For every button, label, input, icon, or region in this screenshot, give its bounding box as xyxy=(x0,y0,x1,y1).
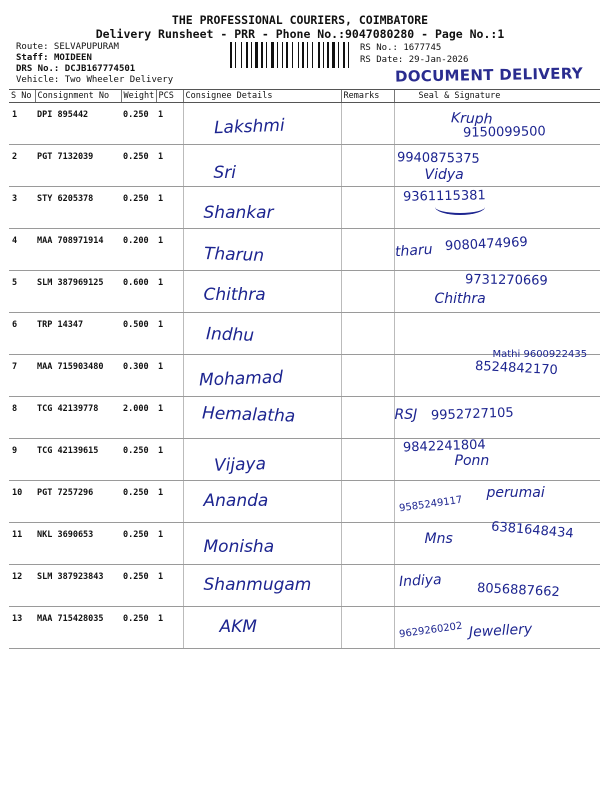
consignee-name-handwritten: Tharun xyxy=(203,243,264,267)
consignee-details-cell xyxy=(183,439,341,481)
pieces-count: 1 xyxy=(156,439,183,481)
consignee-details-cell xyxy=(183,523,341,565)
signature-phone: 9361115381 xyxy=(402,188,486,205)
staff-name: MOIDEEN xyxy=(53,53,92,63)
remarks-cell xyxy=(341,103,394,145)
serial-number: 3 xyxy=(9,187,35,229)
signature-phone: 9731270669 xyxy=(464,272,548,289)
consignee-details-cell xyxy=(183,103,341,145)
consignment-number: MAA 708971914 xyxy=(35,229,121,271)
pieces-count: 1 xyxy=(156,355,183,397)
signature-cell xyxy=(394,271,600,313)
signature-phone: 9150099500 xyxy=(462,124,546,141)
table-row xyxy=(9,523,600,565)
pieces-count: 1 xyxy=(156,481,183,523)
drs-number: DCJB167774501 xyxy=(64,64,136,74)
drs-line xyxy=(16,64,173,75)
remarks-cell xyxy=(341,607,394,649)
consignee-name-handwritten: AKM xyxy=(219,617,257,637)
consignee-details-cell xyxy=(183,145,341,187)
remarks-cell xyxy=(341,355,394,397)
weight-value: 0.500 xyxy=(121,313,156,355)
consignee-details-cell xyxy=(183,271,341,313)
runsheet-meta-right xyxy=(360,42,468,66)
serial-number: 8 xyxy=(9,397,35,439)
weight-value: 0.200 xyxy=(121,229,156,271)
serial-number: 7 xyxy=(9,355,35,397)
pieces-count: 1 xyxy=(156,271,183,313)
route-line: Route: SELVAPUPURAM xyxy=(16,42,119,52)
remarks-cell xyxy=(341,187,394,229)
signature-name: Ponn xyxy=(454,453,490,469)
signature-phone: 9952727105 xyxy=(430,405,514,424)
col-consignment: Consignment No xyxy=(35,90,121,103)
remarks-cell xyxy=(341,229,394,271)
staff-label: Staff: xyxy=(16,53,49,63)
document-delivery-stamp: DOCUMENT DELIVERY xyxy=(394,64,584,86)
table-row xyxy=(9,397,600,439)
signature-phone: 8056887662 xyxy=(476,580,560,601)
pieces-count: 1 xyxy=(156,145,183,187)
signature-scribble xyxy=(435,199,485,215)
consignment-number: SLM 387923843 xyxy=(35,565,121,607)
runsheet-meta-left xyxy=(16,42,173,86)
consignment-number: TCG 42139778 xyxy=(35,397,121,439)
consignee-name-handwritten: Lakshmi xyxy=(213,115,285,139)
consignment-number: TRP 14347 xyxy=(35,313,121,355)
vehicle-line: Vehicle: Two Wheeler Delivery xyxy=(16,75,174,85)
consignee-name-handwritten: Sri xyxy=(213,163,237,183)
signature-phone: 9842241804 xyxy=(402,437,486,456)
consignee-details-cell xyxy=(183,229,341,271)
signature-phone: 9080474969 xyxy=(444,234,528,255)
consignment-number: SLM 387969125 xyxy=(35,271,121,313)
remarks-cell xyxy=(341,565,394,607)
consignment-number: STY 6205378 xyxy=(35,187,121,229)
cut-off-header-text xyxy=(90,0,510,5)
delivery-table xyxy=(9,89,600,649)
consignee-details-cell xyxy=(183,187,341,229)
consignee-name-handwritten: Indhu xyxy=(205,324,254,346)
signature-phone: 9629260202 xyxy=(398,620,463,641)
runsheet-title: Delivery Runsheet - PRR - Phone No.:9047080280 - Page No.:1 xyxy=(95,27,505,41)
col-consignee: Consignee Details xyxy=(183,90,341,103)
rs-number: RS No.: 1677745 xyxy=(360,43,442,53)
weight-value: 0.600 xyxy=(121,271,156,313)
signature-cell xyxy=(394,519,600,565)
serial-number: 10 xyxy=(9,481,35,523)
weight-value: 0.250 xyxy=(121,187,156,229)
signature-name: RSJ xyxy=(394,407,418,423)
consignment-number: MAA 715428035 xyxy=(35,607,121,649)
signature-phone: 9940875375 xyxy=(396,150,480,167)
table-row xyxy=(9,271,600,313)
pieces-count: 1 xyxy=(156,103,183,145)
serial-number: 5 xyxy=(9,271,35,313)
consignment-number: TCG 42139615 xyxy=(35,439,121,481)
consignment-number: PGT 7257296 xyxy=(35,481,121,523)
consignee-details-cell xyxy=(183,397,341,439)
signature-name: Mathi 9600922435 xyxy=(492,349,588,360)
pieces-count: 1 xyxy=(156,229,183,271)
serial-number: 12 xyxy=(9,565,35,607)
remarks-cell xyxy=(341,481,394,523)
remarks-cell xyxy=(341,523,394,565)
signature-cell xyxy=(394,481,600,523)
pieces-count: 1 xyxy=(156,607,183,649)
signature-name: Jewellery xyxy=(468,621,533,641)
remarks-cell xyxy=(341,397,394,439)
rs-date: RS Date: 29-Jan-2026 xyxy=(360,55,469,65)
signature-cell xyxy=(394,397,600,439)
consignee-name-handwritten: Ananda xyxy=(203,491,269,511)
consignment-number: NKL 3690653 xyxy=(35,523,121,565)
consignee-name-handwritten: Vijaya xyxy=(213,454,266,476)
staff-line xyxy=(16,53,173,64)
consignee-details-cell xyxy=(183,565,341,607)
pieces-count: 1 xyxy=(156,397,183,439)
signature-cell xyxy=(394,103,600,145)
signature-cell xyxy=(394,607,600,649)
remarks-cell xyxy=(341,145,394,187)
consignment-number: MAA 715903480 xyxy=(35,355,121,397)
signature-name: Kruph xyxy=(450,110,493,128)
table-row xyxy=(9,565,600,607)
signature-cell xyxy=(394,565,600,607)
consignment-number: PGT 7132039 xyxy=(35,145,121,187)
remarks-cell xyxy=(341,271,394,313)
serial-number: 9 xyxy=(9,439,35,481)
drs-label: DRS No.: xyxy=(16,64,60,74)
table-row xyxy=(9,439,600,481)
signature-name: Mns xyxy=(424,531,453,547)
serial-number: 1 xyxy=(9,103,35,145)
table-row xyxy=(9,145,600,187)
signature-cell xyxy=(394,187,600,229)
pieces-count: 1 xyxy=(156,565,183,607)
pieces-count: 1 xyxy=(156,187,183,229)
col-sno: S No xyxy=(9,90,35,103)
signature-name: Chithra xyxy=(434,291,486,307)
col-signature: Seal & Signature xyxy=(394,90,600,103)
serial-number: 13 xyxy=(9,607,35,649)
signature-cell xyxy=(394,145,600,187)
consignee-name-handwritten: Shankar xyxy=(203,203,274,223)
remarks-cell xyxy=(341,313,394,355)
signature-cell xyxy=(394,229,600,271)
signature-name: perumai xyxy=(486,485,545,501)
consignee-details-cell xyxy=(183,313,341,355)
consignment-number: DPI 895442 xyxy=(35,103,121,145)
pieces-count: 1 xyxy=(156,523,183,565)
weight-value: 0.250 xyxy=(121,607,156,649)
pieces-count: 1 xyxy=(156,313,183,355)
consignee-name-handwritten: Shanmugam xyxy=(203,575,312,595)
signature-phone: 8524842170 xyxy=(474,358,558,379)
table-row xyxy=(9,187,600,229)
signature-name: Vidya xyxy=(424,167,464,183)
signature-cell xyxy=(394,349,600,397)
signature-name: tharu xyxy=(393,241,433,261)
table-row xyxy=(9,607,600,649)
consignee-name-handwritten: Mohamad xyxy=(198,367,283,391)
table-row xyxy=(9,229,600,271)
table-row xyxy=(9,355,600,397)
weight-value: 0.250 xyxy=(121,523,156,565)
consignee-details-cell xyxy=(183,355,341,397)
consignee-details-cell xyxy=(183,607,341,649)
weight-value: 0.250 xyxy=(121,103,156,145)
remarks-cell xyxy=(341,439,394,481)
col-remarks: Remarks xyxy=(341,90,394,103)
signature-cell xyxy=(394,439,600,481)
weight-value: 0.250 xyxy=(121,145,156,187)
consignee-details-cell xyxy=(183,481,341,523)
table-row xyxy=(9,103,600,145)
serial-number: 6 xyxy=(9,313,35,355)
col-weight: Weight xyxy=(121,90,156,103)
signature-phone: 9585249117 xyxy=(398,494,463,515)
serial-number: 11 xyxy=(9,523,35,565)
runsheet-barcode xyxy=(230,42,354,68)
serial-number: 4 xyxy=(9,229,35,271)
company-name: THE PROFESSIONAL COURIERS, COIMBATORE xyxy=(171,13,429,27)
serial-number: 2 xyxy=(9,145,35,187)
weight-value: 0.300 xyxy=(121,355,156,397)
weight-value: 0.250 xyxy=(121,565,156,607)
weight-value: 2.000 xyxy=(121,397,156,439)
consignee-name-handwritten: Hemalatha xyxy=(201,403,296,427)
signature-name: Indiya xyxy=(398,571,442,591)
consignee-name-handwritten: Monisha xyxy=(203,537,275,557)
table-row xyxy=(9,481,600,523)
weight-value: 0.250 xyxy=(121,481,156,523)
signature-phone: 6381648434 xyxy=(490,519,574,542)
weight-value: 0.250 xyxy=(121,439,156,481)
consignee-name-handwritten: Chithra xyxy=(203,285,266,305)
table-header-row xyxy=(9,90,600,103)
col-pcs: PCS xyxy=(156,90,183,103)
